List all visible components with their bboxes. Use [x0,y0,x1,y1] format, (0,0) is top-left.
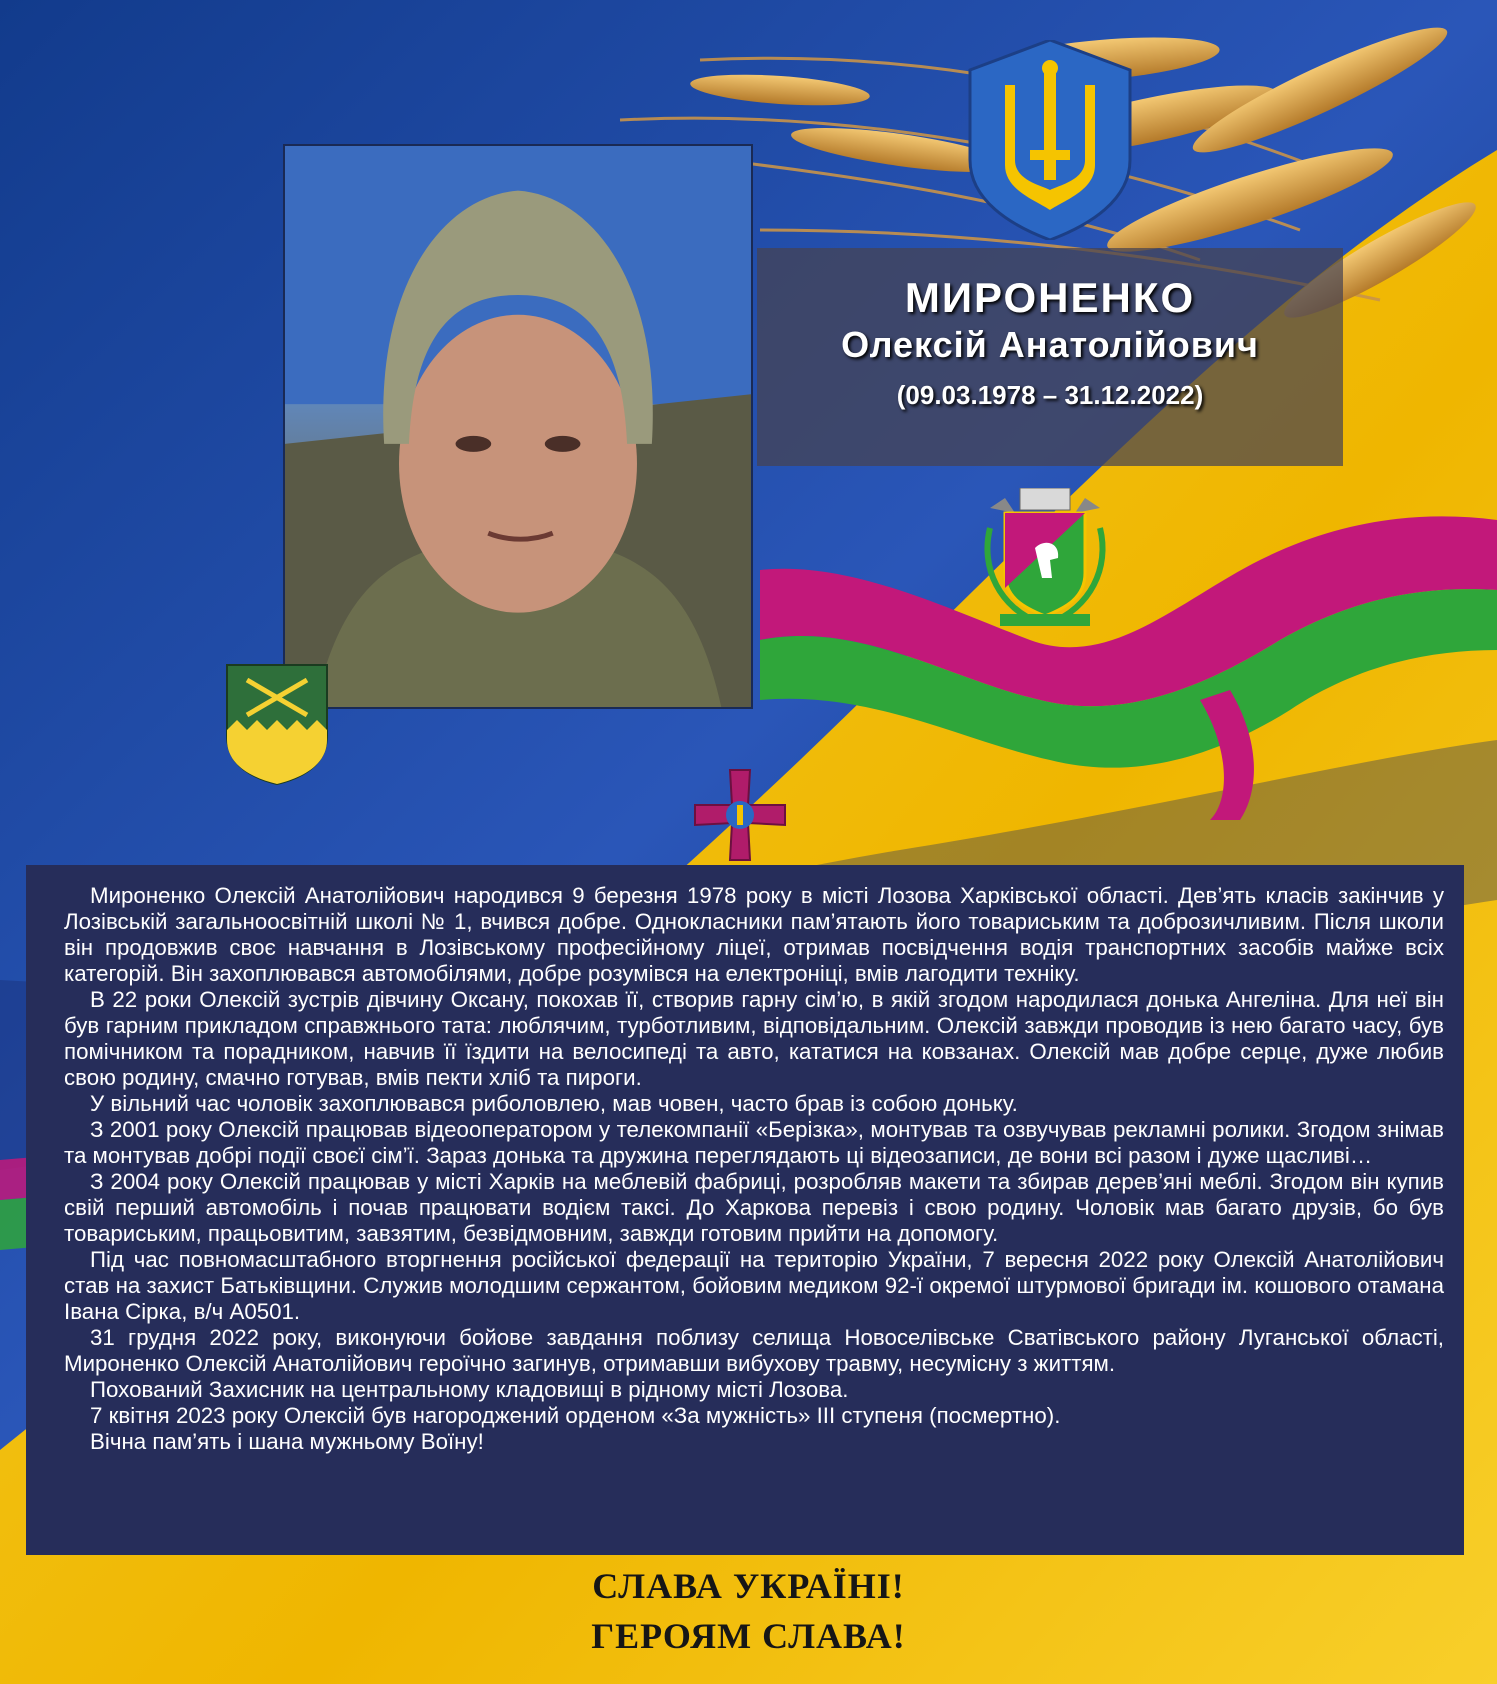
biography [26,865,1464,1555]
surname: МИРОНЕНКО [904,274,1196,321]
coat-of-arms-icon [980,488,1110,628]
given-name: Олексій Анатолійович [841,324,1259,365]
life-dates: (09.03.1978 – 31.12.2022) [896,380,1204,410]
bio-paragraph: В 22 роки Олексій зустрів дівчину Оксану, покохав її, створив гарну сім’ю, в якій згодом народилася донька Ангеліна. Для неї він був гарним прикладом справжнього тата: люблячим, турботливим, відповідальним. Олексій завжди проводив із нею багато часу, був помічником та порадником, навчив її їздити на велосипеді та авто, кататися на ковзанах. Олексій мав добре серце, дуже любив свою родину, смачно готував, вмів пекти хліб та пироги. [64,987,1444,1090]
bio-paragraph: 31 грудня 2022 року, виконуючи бойове завдання поблизу селища Новоселівське Сватівського району Луганської області, Мироненко Олексій Анатолійович героїчно загинув, отримавши вибухову травму, несумісну з життям. [64,1325,1444,1376]
name-panel [757,248,1343,466]
bio-paragraph: 7 квітня 2023 року Олексій був нагороджений орденом «За мужність» ІІІ ступеня (посмертно). [90,1403,1061,1428]
armed-forces-cross-icon [690,765,790,865]
portrait-photo [283,144,753,709]
bio-paragraph: Похований Захисник на центральному кладовищі в рідному місті Лозова. [90,1377,849,1402]
trident-icon [950,40,1150,240]
brigade-emblem-icon [222,660,332,785]
bio-paragraph: Вічна пам’ять і шана мужньому Воїну! [90,1429,484,1454]
bio-paragraph: У вільний час чоловік захоплювався риболовлею, мав човен, часто брав із собою доньку. [90,1091,1018,1116]
bio-paragraph: З 2004 року Олексій працював у місті Харків на меблевій фабриці, розробляв макети та збирав дерев’яні меблі. Згодом він купив свій перший автомобіль і почав працювати водієм таксі. До Харкова перевіз і свою родину. Чоловік мав багато друзів, бо був товариським, працьовитим, завзятим, безвідмовним, завжди готовим прийти на допомогу. [64,1169,1444,1246]
slogan-line-2: ГЕРОЯМ СЛАВА! [591,1616,906,1656]
bio-paragraph: Мироненко Олексій Анатолійович народився 9 березня 1978 року в місті Лозова Харківської області. Дев’ять класів закінчив у Лозівській загальноосвітній школі № 1, вчився добре. Однокласники пам’ятають його товариським та доброзичливим. Після школи він продовжив своє навчання в Лозівському професійному ліцеї, отримав посвідчення водія транспортних засобів майже всіх категорій. Він захоплювався автомобілями, добре розумівся на електроніці, вмів лагодити техніку. [64,883,1444,986]
bio-paragraph: З 2001 року Олексій працював відеооператором у телекомпанії «Берізка», монтував та озвучував рекламні ролики. Згодом знімав та монтував добрі події своєї сім’ї. Зараз донька та дружина переглядають ці відеозаписи, де вони всі разом і дуже щасливі… [64,1117,1444,1168]
bio-paragraph: Під час повномасштабного вторгнення російської федерації на територію України, 7 вересня 2022 року Олексій Анатолійович став на захист Батьківщини. Служив молодшим сержантом, бойовим медиком 92-ї окремої штурмової бригади ім. кошового отамана Івана Сірка, в/ч А0501. [64,1247,1444,1324]
slogan-line-1: СЛАВА УКРАЇНІ! [592,1566,905,1606]
